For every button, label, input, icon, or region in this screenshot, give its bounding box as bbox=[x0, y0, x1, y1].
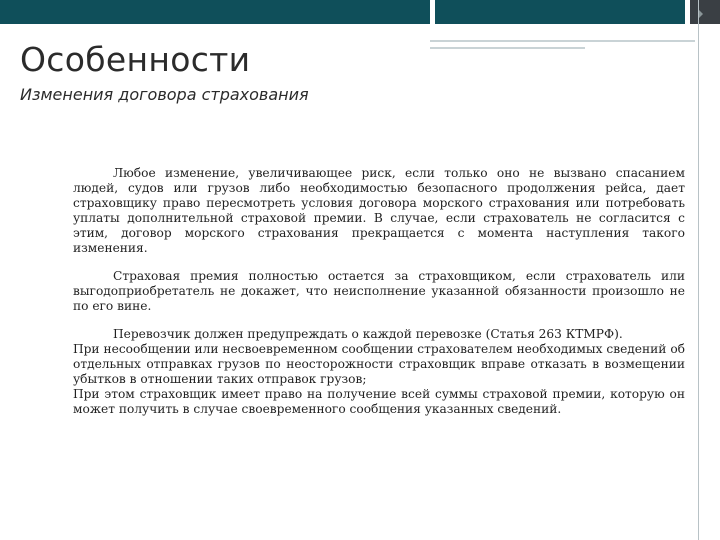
side-divider bbox=[698, 0, 699, 540]
decorative-rule bbox=[430, 40, 695, 42]
triangle-marker-icon bbox=[699, 10, 703, 18]
header-bar-accent bbox=[690, 0, 720, 24]
header-bar bbox=[0, 0, 720, 24]
decorative-rule bbox=[430, 47, 585, 49]
header-bar-segment bbox=[0, 0, 430, 24]
slide-subtitle: Изменения договора страхования bbox=[20, 85, 309, 104]
slide-body bbox=[73, 166, 685, 417]
body-paragraph: Любое изменение, увеличивающее риск, если только оно не вызвано спасанием людей, судов или грузов либо необходимостью безопасного продолжения рейса, дает страховщику право пересмотреть условия договора морского страхования или потребовать уплаты дополнительной страховой премии. В случае, если страхователь не согласится с этим, договор морского страхования прекращается с момента наступления такого изменения. bbox=[73, 166, 685, 255]
body-paragraph: При этом страховщик имеет право на получение всей суммы страховой премии, которую он может получить в случае своевременного сообщения указанных сведений. bbox=[73, 387, 685, 416]
header-bar-segment bbox=[435, 0, 685, 24]
body-paragraph: Страховая премия полностью остается за страховщиком, если страхователь или выгодоприобретатель не докажет, что неисполнение указанной обязанности произошло не по его вине. bbox=[73, 269, 685, 313]
body-paragraph: При несообщении или несвоевременном сообщении страхователем необходимых сведений об отдельных отправках грузов по неосторожности страховщик вправе отказать в возмещении убытков в отношении таких отправок грузов; bbox=[73, 342, 685, 386]
body-paragraph: Перевозчик должен предупреждать о каждой перевозке (Статья 263 КТМРФ). bbox=[113, 327, 623, 341]
slide-title: Особенности bbox=[20, 40, 251, 79]
